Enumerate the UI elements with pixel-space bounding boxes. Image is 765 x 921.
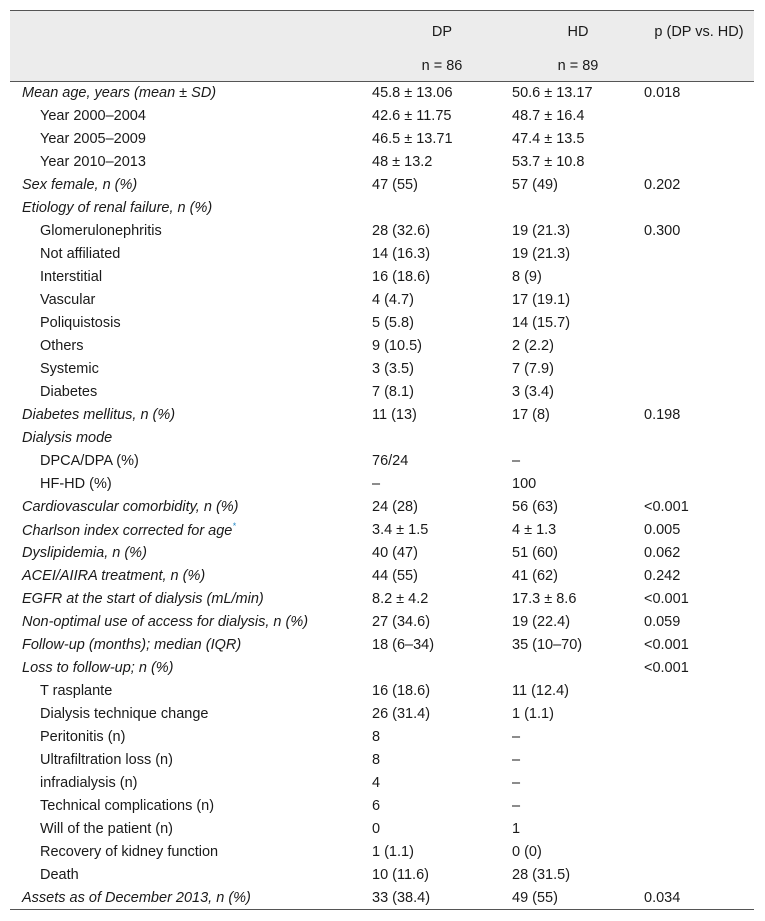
p-value (644, 427, 754, 450)
row-label (10, 634, 372, 657)
p-value: 0.062 (644, 545, 681, 561)
table-row (10, 749, 754, 772)
dp-value: – (372, 476, 381, 492)
row-label (10, 220, 372, 243)
p-value: <0.001 (644, 637, 689, 653)
row-label (10, 565, 372, 588)
table-row (10, 220, 754, 243)
row-label-text: EGFR at the start of dialysis (mL/min) (22, 591, 264, 607)
hd-value (512, 427, 644, 450)
row-label-text: Dialysis mode (22, 430, 113, 446)
row-label-text: Loss to follow-up; n (%) (22, 660, 174, 676)
dp-value: 10 (11.6) (372, 867, 429, 883)
hd-value: 7 (7.9) (512, 361, 554, 377)
row-label (10, 519, 372, 542)
p-value (644, 726, 754, 749)
table-row (10, 266, 754, 289)
table-row (10, 726, 754, 749)
hd-value: 56 (63) (512, 499, 558, 515)
p-value (644, 450, 754, 473)
p-value (644, 795, 754, 818)
dp-value: 8.2 ± 4.2 (372, 591, 429, 607)
dp-value: 3 (3.5) (372, 361, 414, 377)
dp-value: 24 (28) (372, 499, 418, 515)
hd-value: 53.7 ± 10.8 (512, 154, 585, 170)
row-label (10, 174, 372, 197)
hd-value: 0 (0) (512, 844, 542, 860)
p-value: <0.001 (644, 499, 689, 515)
table-row (10, 197, 754, 220)
p-value (644, 151, 754, 174)
table-row (10, 634, 754, 657)
p-value (644, 680, 754, 703)
p-value (644, 197, 754, 220)
table-row (10, 243, 754, 266)
row-label-text: Death (40, 867, 79, 883)
p-value: 0.018 (644, 85, 681, 102)
row-label-text: DPCA/DPA (%) (40, 453, 139, 469)
dp-value: 14 (16.3) (372, 246, 431, 262)
table-row (10, 864, 754, 887)
row-label (10, 197, 372, 220)
row-label-text: Technical complications (n) (40, 798, 215, 814)
row-label-text: Etiology of renal failure, n (%) (22, 200, 213, 216)
row-label-text: Interstitial (40, 269, 103, 285)
hd-value: 11 (12.4) (512, 683, 569, 699)
p-value (644, 105, 754, 128)
table-row (10, 335, 754, 358)
table-row (10, 174, 754, 197)
row-label-text: Sex female, n (%) (22, 177, 138, 193)
row-label-text: Ultrafiltration loss (n) (40, 752, 173, 768)
row-label-text: Recovery of kidney function (40, 844, 219, 860)
table-body (10, 82, 754, 910)
hd-value: 47.4 ± 13.5 (512, 131, 585, 147)
row-label-text: Will of the patient (n) (40, 821, 173, 837)
row-label (10, 611, 372, 634)
dp-value: 0 (372, 821, 381, 837)
table-header (10, 11, 754, 82)
p-value (644, 243, 754, 266)
row-label-text: Dyslipidemia, n (%) (22, 545, 147, 561)
row-label (10, 542, 372, 565)
hd-value: 28 (31.5) (512, 867, 571, 883)
dp-value: 42.6 ± 11.75 (372, 108, 452, 124)
hd-value: 19 (21.3) (512, 223, 571, 239)
hd-value: 1 (512, 821, 521, 837)
row-label-text: Vascular (40, 292, 96, 308)
table-row (10, 128, 754, 151)
row-label (10, 266, 372, 289)
row-label (10, 358, 372, 381)
hd-value: – (512, 752, 521, 768)
p-value (644, 312, 754, 335)
table-row (10, 703, 754, 726)
dp-value: 16 (18.6) (372, 683, 431, 699)
row-label-text: Cardiovascular comorbidity, n (%) (22, 499, 239, 515)
p-value (644, 749, 754, 772)
row-label-text: Year 2000–2004 (40, 108, 146, 124)
hd-value: 8 (9) (512, 269, 542, 285)
row-label-text: Year 2005–2009 (40, 131, 146, 147)
table-row (10, 565, 754, 588)
dp-value: 28 (32.6) (372, 223, 431, 239)
p-value (644, 266, 754, 289)
hd-value: 3 (3.4) (512, 384, 554, 400)
dp-value: 44 (55) (372, 568, 418, 584)
row-label (10, 795, 372, 818)
p-value (644, 818, 754, 841)
header-n-row (10, 51, 754, 82)
table-row (10, 358, 754, 381)
p-value (644, 772, 754, 795)
hd-value: 48.7 ± 16.4 (512, 108, 585, 124)
dp-value: 8 (372, 729, 381, 745)
p-value: 0.005 (644, 522, 681, 538)
header-hd-n: n = 89 (512, 51, 644, 82)
dp-value: 47 (55) (372, 177, 418, 193)
p-value: 0.198 (644, 407, 681, 423)
row-label (10, 818, 372, 841)
table-row (10, 795, 754, 818)
row-label-text: Diabetes mellitus, n (%) (22, 407, 176, 423)
p-value (644, 358, 754, 381)
p-value (644, 335, 754, 358)
dp-value: 5 (5.8) (372, 315, 414, 331)
table-row (10, 381, 754, 404)
hd-value: – (512, 798, 521, 814)
row-label (10, 496, 372, 519)
row-label-text: Assets as of December 2013, n (%) (22, 889, 251, 906)
row-label (10, 680, 372, 703)
header-row (10, 11, 754, 52)
p-value: 0.300 (644, 223, 681, 239)
table-row (10, 772, 754, 795)
row-label-text: Peritonitis (n) (40, 729, 126, 745)
dp-value: 33 (38.4) (372, 887, 512, 910)
dp-value: 27 (34.6) (372, 614, 431, 630)
row-label-text: Poliquistosis (40, 315, 121, 331)
header-p-n (644, 51, 754, 82)
p-value: <0.001 (644, 660, 689, 676)
row-label (10, 427, 372, 450)
table-row (10, 473, 754, 496)
hd-value: 49 (55) (512, 887, 644, 910)
dp-value: 4 (372, 775, 381, 791)
hd-value: 14 (15.7) (512, 315, 571, 331)
dp-value: 46.5 ± 13.71 (372, 131, 453, 147)
table-row (10, 588, 754, 611)
row-label (10, 128, 372, 151)
p-value (644, 128, 754, 151)
table-row (10, 151, 754, 174)
hd-value: – (512, 453, 521, 469)
dp-value: 9 (10.5) (372, 338, 422, 354)
dp-value: 7 (8.1) (372, 384, 414, 400)
dp-value: 45.8 ± 13.06 (372, 85, 453, 102)
dp-value: 8 (372, 752, 381, 768)
row-label (10, 289, 372, 312)
hd-value: 19 (22.4) (512, 614, 571, 630)
table-row (10, 887, 754, 910)
footnote-marker[interactable]: * (232, 521, 236, 532)
p-value: <0.001 (644, 591, 689, 607)
hd-value (512, 657, 644, 680)
table-row (10, 404, 754, 427)
hd-value: 51 (60) (512, 545, 558, 561)
p-value (644, 703, 754, 726)
table-row (10, 841, 754, 864)
dp-value: 18 (6–34) (372, 637, 435, 653)
row-label-text: Not affiliated (40, 246, 121, 262)
hd-value: 17 (19.1) (512, 292, 571, 308)
hd-value: 2 (2.2) (512, 338, 554, 354)
dp-value: 40 (47) (372, 545, 418, 561)
table-row (10, 450, 754, 473)
header-hd: HD (512, 11, 644, 52)
row-label-text: Non-optimal use of access for dialysis, n (%) (22, 614, 309, 630)
p-value (644, 289, 754, 312)
table-row (10, 82, 754, 105)
row-label (10, 404, 372, 427)
hd-value (512, 197, 644, 220)
hd-value: – (512, 775, 521, 791)
dp-value: 4 (4.7) (372, 292, 414, 308)
hd-value: 100 (512, 476, 537, 492)
row-label-text: infradialysis (n) (40, 775, 138, 791)
header-label-cell (10, 11, 372, 52)
table-row (10, 542, 754, 565)
row-label (10, 473, 372, 496)
table-row (10, 657, 754, 680)
row-label-text: Glomerulonephritis (40, 223, 162, 239)
row-label (10, 588, 372, 611)
hd-value: 1 (1.1) (512, 706, 554, 722)
dp-value: 16 (18.6) (372, 269, 431, 285)
dp-value: 26 (31.4) (372, 706, 431, 722)
row-label-text: Systemic (40, 361, 99, 377)
row-label (10, 726, 372, 749)
hd-value: 57 (49) (512, 177, 558, 193)
p-value (644, 841, 754, 864)
hd-value: 19 (21.3) (512, 246, 571, 262)
row-label (10, 335, 372, 358)
dp-value: 1 (1.1) (372, 844, 414, 860)
row-label-text: Others (40, 338, 84, 354)
hd-value: – (512, 729, 521, 745)
row-label (10, 243, 372, 266)
table-row (10, 611, 754, 634)
row-label (10, 772, 372, 795)
row-label-text: ACEI/AIIRA treatment, n (%) (22, 568, 206, 584)
hd-value: 17 (8) (512, 407, 550, 423)
row-label (10, 841, 372, 864)
comparison-table (10, 10, 754, 910)
table-row (10, 680, 754, 703)
table-row (10, 496, 754, 519)
row-label (10, 864, 372, 887)
table-row (10, 312, 754, 335)
table-row (10, 289, 754, 312)
table-row (10, 427, 754, 450)
p-value: 0.202 (644, 177, 681, 193)
header-dp: DP (372, 11, 512, 52)
hd-value: 50.6 ± 13.17 (512, 85, 593, 102)
row-label-text: Diabetes (40, 384, 98, 400)
row-label-text: HF-HD (%) (40, 476, 112, 492)
dp-value (372, 657, 512, 680)
row-label (10, 105, 372, 128)
p-value: 0.059 (644, 614, 681, 630)
dp-value: 6 (372, 798, 381, 814)
dp-value: 3.4 ± 1.5 (372, 522, 429, 538)
p-value: 0.034 (644, 887, 754, 910)
row-label-text: Dialysis technique change (40, 706, 209, 722)
header-p: p (DP vs. HD) (644, 11, 754, 52)
row-label-text: Follow-up (months); median (IQR) (22, 637, 242, 653)
row-label (10, 381, 372, 404)
hd-value: 17.3 ± 8.6 (512, 591, 577, 607)
header-dp-n: n = 86 (372, 51, 512, 82)
header-n-label-cell (10, 51, 372, 82)
table-row (10, 519, 754, 542)
dp-value: 76/24 (372, 453, 409, 469)
row-label (10, 151, 372, 174)
hd-value: 41 (62) (512, 568, 558, 584)
p-value: 0.242 (644, 568, 681, 584)
row-label (10, 703, 372, 726)
row-label (10, 82, 372, 105)
p-value (644, 381, 754, 404)
row-label (10, 450, 372, 473)
row-label-text: Mean age, years (mean ± SD) (22, 85, 217, 102)
dp-value: 11 (13) (372, 407, 417, 423)
row-label (10, 312, 372, 335)
p-value (644, 864, 754, 887)
row-label-text: Year 2010–2013 (40, 154, 146, 170)
row-label (10, 657, 372, 680)
p-value (644, 473, 754, 496)
row-label-text: Charlson index corrected for age (22, 522, 233, 539)
row-label (10, 887, 372, 910)
table-row (10, 818, 754, 841)
table-row (10, 105, 754, 128)
row-label-text: T rasplante (40, 683, 113, 699)
dp-value (372, 197, 512, 220)
dp-value (372, 427, 512, 450)
dp-value: 48 ± 13.2 (372, 154, 433, 170)
hd-value: 4 ± 1.3 (512, 522, 557, 538)
row-label (10, 749, 372, 772)
hd-value: 35 (10–70) (512, 637, 583, 653)
